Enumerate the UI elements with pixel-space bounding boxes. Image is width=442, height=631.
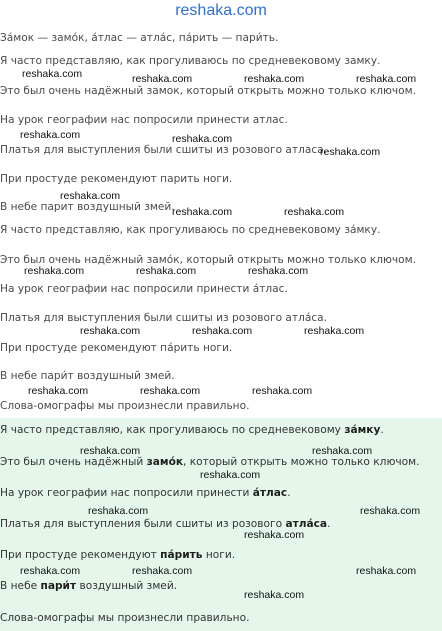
watermark-text: reshaka.com <box>140 385 201 397</box>
watermark-text: reshaka.com <box>244 529 305 541</box>
watermark-text: reshaka.com <box>80 445 141 457</box>
watermark-text: reshaka.com <box>200 469 261 481</box>
watermark-text: reshaka.com <box>132 565 193 577</box>
watermark-text: reshaka.com <box>80 325 141 337</box>
stress-pairs-line: За́мок — замо́к, а́тлас — атла́с, па́рить — пари́ть. <box>0 32 279 44</box>
watermark-text: reshaka.com <box>304 325 365 337</box>
watermark-text: reshaka.com <box>284 206 345 218</box>
watermark-text: reshaka.com <box>88 505 149 517</box>
watermark-text: reshaka.com <box>132 73 193 85</box>
watermark-text: reshaka.com <box>24 265 85 277</box>
watermark-text: reshaka.com <box>28 385 89 397</box>
stressed-word: а́тлас <box>252 487 288 499</box>
stressed-word: пари́т <box>40 580 77 592</box>
text-line: Слова-омографы мы произнесли правильно. <box>0 400 250 412</box>
watermark-text: reshaka.com <box>320 146 381 158</box>
watermark-text: reshaka.com <box>244 589 305 601</box>
watermark-text: reshaka.com <box>60 190 121 202</box>
text-line: Это был очень надёжный замок, который открыть можно только ключом. <box>0 85 417 97</box>
answer-line: Это был очень надёжный замо́к, который открыть можно только ключом. <box>0 456 420 468</box>
answer-line: В небе пари́т воздушный змей. <box>0 580 178 592</box>
watermark-text: reshaka.com <box>20 129 81 141</box>
stressed-word: замо́к <box>146 456 184 468</box>
answer-line: На урок географии нас попросили принести а́тлас. <box>0 487 291 499</box>
stressed-word: па́рить <box>160 549 203 561</box>
text-line: В небе парит воздушный змей. <box>0 201 175 213</box>
text-line: При простуде рекомендуют па́рить ноги. <box>0 342 233 354</box>
stressed-word: за́мку <box>344 424 381 436</box>
watermark-text: reshaka.com <box>244 73 305 85</box>
answer-line: Слова-омографы мы произнесли правильно. <box>0 612 250 624</box>
stressed-word: атла́са <box>285 518 328 530</box>
watermark-text: reshaka.com <box>172 206 233 218</box>
text-line: Я часто представляю, как прогуливаюсь по средневековому за́мку. <box>0 224 381 236</box>
text-line: На урок географии нас попросили принести атлас. <box>0 114 288 126</box>
answer-line: Я часто представляю, как прогуливаюсь по средневековому за́мку. <box>0 424 384 436</box>
text-line: При простуде рекомендуют парить ноги. <box>0 173 233 185</box>
watermark-text: reshaka.com <box>312 445 373 457</box>
watermark-text: reshaka.com <box>252 385 313 397</box>
watermark-text: reshaka.com <box>136 265 197 277</box>
site-logo-text[interactable]: reshaka.com <box>175 2 267 19</box>
answer-panel <box>0 418 442 631</box>
watermark-text: reshaka.com <box>360 505 421 517</box>
watermark-text: reshaka.com <box>192 325 253 337</box>
watermark-text: reshaka.com <box>248 265 309 277</box>
text-line: Я часто представляю, как прогуливаюсь по средневековому замку. <box>0 55 381 67</box>
text-line: В небе пари́т воздушный змей. <box>0 370 175 382</box>
text-line: Это был очень надёжный замо́к, который открыть можно только ключом. <box>0 254 417 266</box>
watermark-text: reshaka.com <box>356 73 417 85</box>
watermark-text: reshaka.com <box>356 565 417 577</box>
text-line: Платья для выступления были сшиты из розового атла́са. <box>0 312 328 324</box>
text-line: На урок географии нас попросили принести а́тлас. <box>0 283 288 295</box>
answer-line: Платья для выступления были сшиты из розового атла́са. <box>0 518 331 530</box>
text-line: Платья для выступления были сшиты из розового атласа. <box>0 144 328 156</box>
watermark-text: reshaka.com <box>22 68 83 80</box>
watermark-text: reshaka.com <box>172 133 233 145</box>
watermark-text: reshaka.com <box>20 565 81 577</box>
answer-line: При простуде рекомендуют па́рить ноги. <box>0 549 236 561</box>
